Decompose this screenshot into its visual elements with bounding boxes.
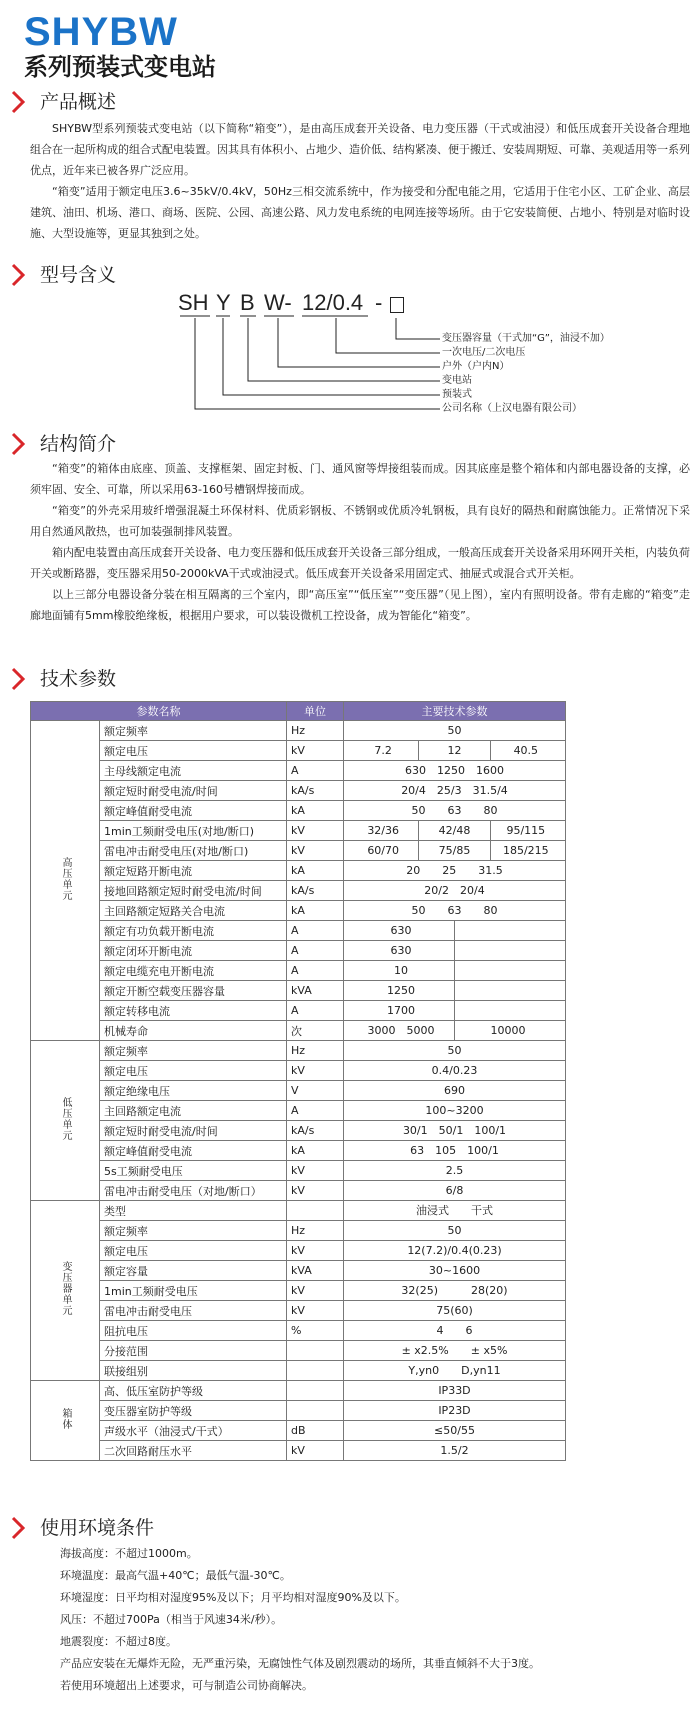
param-name-cell: 额定开断空载变压器容量: [100, 981, 287, 1001]
param-name-cell: 额定绝缘电压: [100, 1081, 287, 1101]
param-value: 1.5/2: [440, 1444, 469, 1457]
param-value: 75(60): [436, 1304, 473, 1317]
model-code-part: SH: [178, 290, 209, 315]
param-value-cell: [344, 821, 566, 841]
param-value-cell: [344, 861, 566, 881]
table-row: [31, 861, 566, 881]
param-value: 63 105 100/1: [410, 1144, 499, 1157]
param-value-cell: [344, 1181, 566, 1201]
param-name-cell: 阻抗电压: [100, 1321, 287, 1341]
param-unit-cell: dB: [287, 1421, 344, 1441]
env-line: 地震裂度：不超过8度。: [60, 1635, 177, 1648]
section-tech-heading: [10, 666, 116, 692]
model-label: 变压器容量（干式加“G”，油浸不加）: [442, 333, 610, 344]
param-value: 30/1 50/1 100/1: [402, 1124, 507, 1137]
param-value: Y,yn0 D,yn11: [408, 1364, 501, 1377]
param-unit-cell: kA/s: [287, 1121, 344, 1141]
param-value: [454, 921, 561, 940]
param-value: 20 25 31.5: [406, 864, 503, 877]
param-value: 20/2 20/4: [424, 884, 485, 897]
param-unit-cell: A: [287, 1101, 344, 1121]
environment-list: [60, 1543, 580, 1697]
table-row: [31, 1101, 566, 1121]
param-value-cell: [344, 1261, 566, 1281]
table-row: [31, 1201, 566, 1221]
param-name-cell: 额定电压: [100, 1061, 287, 1081]
param-unit-cell: kVA: [287, 981, 344, 1001]
table-row: [31, 1241, 566, 1261]
table-row: [31, 1381, 566, 1401]
group-label: [31, 721, 100, 1041]
table-row: [31, 1001, 566, 1021]
param-unit-cell: A: [287, 761, 344, 781]
model-code-part: Y: [216, 290, 231, 315]
table-row: [31, 1261, 566, 1281]
group-label-text: 变压器单元: [60, 1261, 71, 1316]
section-structure-heading: [10, 431, 116, 457]
table-row: [31, 1121, 566, 1141]
table-row: [31, 921, 566, 941]
param-value: 4 6: [436, 1324, 473, 1337]
table-row: [31, 1421, 566, 1441]
param-value: 95/115: [490, 821, 561, 840]
param-value: 10000: [454, 1021, 561, 1040]
table-header-cell: 单位: [287, 702, 344, 721]
param-unit-cell: kA: [287, 801, 344, 821]
param-unit-cell: kA/s: [287, 881, 344, 901]
param-value: 30~1600: [428, 1264, 481, 1277]
param-value-cell: [344, 921, 566, 941]
param-unit-cell: kV: [287, 1161, 344, 1181]
param-value: 6/8: [445, 1184, 464, 1197]
section-environment-heading: [10, 1515, 154, 1541]
param-value-cell: [344, 1241, 566, 1261]
paragraph: “箱变”的箱体由底座、顶盖、支撑框架、固定封板、门、通风窗等焊接组装而成。因其底座是整个箱体和内部电器设备的支撑，必须牢固、安全、可靠，所以采用63-160号槽钢焊接而成。: [30, 462, 690, 496]
param-name-cell: 变压器室防护等级: [100, 1401, 287, 1421]
env-line: 产品应安装在无爆炸无险，无严重污染，无腐蚀性气体及剧烈震动的场所，其垂直倾斜不大于3度。: [60, 1657, 540, 1670]
param-value: 42/48: [418, 821, 489, 840]
table-row: [31, 761, 566, 781]
model-connector-lines: [0, 0, 700, 420]
param-value: [454, 941, 561, 960]
paragraph: “箱变”适用于额定电压3.6~35kV/0.4kV，50Hz三相交流系统中，作为接受和分配电能之用，它适用于住宅小区、工矿企业、高层建筑、油田、机场、港口、商场、医院、公园、高速公路、风力发电系统的电网连接等场所。由于它安装简便、占地小、特别是对临时设施、大型设施等，更显其独到之处。: [30, 185, 690, 240]
group-label: [31, 1041, 100, 1201]
param-name-cell: 额定频率: [100, 1041, 287, 1061]
table-row: [31, 1161, 566, 1181]
param-value-cell: [344, 1361, 566, 1381]
param-value-cell: [344, 741, 566, 761]
param-value-cell: [344, 1321, 566, 1341]
group-label: [31, 1381, 100, 1461]
section-title: 技术参数: [40, 668, 117, 690]
param-value-cell: [344, 1081, 566, 1101]
table-row: [31, 721, 566, 741]
table-row: [31, 941, 566, 961]
table-row: [31, 901, 566, 921]
param-value: 1700: [387, 1004, 415, 1017]
param-value: IP23D: [438, 1404, 471, 1417]
param-value-cell: [344, 1341, 566, 1361]
group-label: [31, 1201, 100, 1381]
param-value: 50 63 80: [411, 904, 498, 917]
param-value: ± x2.5% ± x5%: [401, 1344, 508, 1357]
param-unit-cell: A: [287, 941, 344, 961]
model-code-part: 12/0.4: [302, 290, 364, 315]
env-line: 环境温度：最高气温+40℃；最低气温-30℃。: [60, 1569, 291, 1582]
param-unit-cell: Hz: [287, 721, 344, 741]
param-value-cell: [344, 1221, 566, 1241]
param-value-cell: [344, 781, 566, 801]
param-value: 10: [394, 964, 408, 977]
param-value-cell: [344, 981, 566, 1001]
param-value: 50: [447, 1044, 462, 1057]
param-value-cell: [344, 1021, 566, 1041]
model-code-part: -: [375, 290, 383, 315]
group-label-text: 高压单元: [60, 856, 71, 901]
param-value: [454, 981, 561, 1000]
table-row: [31, 1221, 566, 1241]
structure-text: [30, 458, 690, 626]
param-value-cell: [344, 1301, 566, 1321]
param-value-cell: [344, 1161, 566, 1181]
model-code-part: B: [240, 290, 255, 315]
brand-logo: SHYBW: [24, 10, 178, 54]
param-name-cell: 额定电压: [100, 1241, 287, 1261]
param-value-cell: [344, 881, 566, 901]
param-unit-cell: kV: [287, 841, 344, 861]
param-name-cell: 联接组别: [100, 1361, 287, 1381]
chevron-right-icon: [10, 431, 26, 457]
param-value: [454, 961, 561, 980]
param-name-cell: 额定有功负载开断电流: [100, 921, 287, 941]
param-value: 32(25) 28(20): [401, 1284, 508, 1297]
param-unit-cell: kVA: [287, 1261, 344, 1281]
table-row: [31, 981, 566, 1001]
param-value-cell: [344, 1061, 566, 1081]
param-name-cell: 类型: [100, 1201, 287, 1221]
table-header-cell: 参数名称: [31, 702, 287, 721]
param-value-cell: [344, 1281, 566, 1301]
param-value: 12(7.2)/0.4(0.23): [407, 1244, 502, 1257]
model-label: 预装式: [442, 389, 472, 400]
param-unit-cell: [287, 1341, 344, 1361]
page-subtitle: 系列预装式变电站: [24, 53, 216, 81]
model-label: 一次电压/二次电压: [442, 347, 526, 358]
param-value: 12: [418, 741, 489, 760]
param-unit-cell: A: [287, 921, 344, 941]
table-row: [31, 961, 566, 981]
param-value-cell: [344, 1201, 566, 1221]
param-value: 2.5: [445, 1164, 464, 1177]
model-label: 公司名称（上汉电器有限公司）: [442, 403, 582, 414]
group-label-text: 箱体: [60, 1407, 71, 1430]
table-row: [31, 1441, 566, 1461]
paragraph: 以上三部分电器设备分装在相互隔离的三个室内，即“高压室”“低压室”“变压器”（见上图），室内有照明设备。带有走廊的“箱变”走廊地面铺有5mm橡胶绝缘板，根据用户要求，可以装设微机工控设备，成为智能化“箱变”。: [30, 588, 690, 622]
table-row: [31, 1321, 566, 1341]
param-value-cell: [344, 1121, 566, 1141]
param-value: 60/70: [367, 844, 400, 857]
section-title: 结构简介: [40, 433, 117, 455]
table-row: [31, 1181, 566, 1201]
table-row: [31, 741, 566, 761]
param-name-cell: 主回路额定短路关合电流: [100, 901, 287, 921]
param-unit-cell: kA: [287, 1141, 344, 1161]
chevron-right-icon: [10, 1515, 26, 1541]
param-name-cell: 1min工频耐受电压(对地/断口): [100, 821, 287, 841]
tech-params-table: [30, 701, 566, 1461]
param-name-cell: 1min工频耐受电压: [100, 1281, 287, 1301]
table-row: [31, 1041, 566, 1061]
param-value: 630: [390, 924, 412, 937]
param-unit-cell: 次: [287, 1021, 344, 1041]
param-value-cell: [344, 1101, 566, 1121]
group-label-text: 低压单元: [60, 1096, 71, 1141]
param-value: 50: [447, 724, 462, 737]
param-value-cell: [344, 1441, 566, 1461]
param-unit-cell: kA: [287, 861, 344, 881]
param-unit-cell: kV: [287, 1181, 344, 1201]
param-name-cell: 额定转移电流: [100, 1001, 287, 1021]
param-name-cell: 二次回路耐压水平: [100, 1441, 287, 1461]
table-row: [31, 1021, 566, 1041]
param-value-cell: [344, 961, 566, 981]
paragraph: “箱变”的外壳采用玻纤增强混凝土环保材料、优质彩钢板、不锈钢或优质冷轧钢板，具有良好的隔热和耐腐蚀能力。正常情况下采用自然通风散热，也可加装强制排风装置。: [30, 504, 690, 538]
param-unit-cell: [287, 1361, 344, 1381]
param-value: 3000 5000: [367, 1024, 435, 1037]
param-value-cell: [344, 761, 566, 781]
param-name-cell: 额定短时耐受电流/时间: [100, 1121, 287, 1141]
env-line: 海拔高度：不超过1000m。: [60, 1547, 198, 1560]
section-title: 产品概述: [40, 91, 117, 113]
param-value: 50: [447, 1224, 462, 1237]
param-value-cell: [344, 1141, 566, 1161]
param-value-cell: [344, 1401, 566, 1421]
param-unit-cell: [287, 1381, 344, 1401]
table-row: [31, 781, 566, 801]
param-value-cell: [344, 841, 566, 861]
param-name-cell: 额定短路开断电流: [100, 861, 287, 881]
table-header-cell: 主要技术参数: [344, 702, 566, 721]
param-value-cell: [344, 901, 566, 921]
param-name-cell: 额定频率: [100, 721, 287, 741]
param-unit-cell: kA: [287, 901, 344, 921]
param-name-cell: 额定短时耐受电流/时间: [100, 781, 287, 801]
table-row: [31, 1341, 566, 1361]
param-unit-cell: %: [287, 1321, 344, 1341]
table-row: [31, 1141, 566, 1161]
paragraph: SHYBW型系列预装式变电站（以下简称“箱变”），是由高压成套开关设备、电力变压器（干式或油浸）和低压成套开关设备合理地组合在一起所构成的组合式配电装置。因其具有体积小、占地少、造价低、结构紧凑、便于搬迁、安装周期短、可靠、美观适用等一系列优点，近年来已被各界广泛应用。: [30, 122, 690, 177]
model-code-part: W-: [264, 290, 292, 315]
param-name-cell: 分接范围: [100, 1341, 287, 1361]
param-value-cell: [344, 1421, 566, 1441]
table-row: [31, 1281, 566, 1301]
param-unit-cell: A: [287, 961, 344, 981]
table-row: [31, 1361, 566, 1381]
param-name-cell: 额定频率: [100, 1221, 287, 1241]
table-row: [31, 1301, 566, 1321]
model-label: 户外（户内N）: [442, 361, 510, 372]
table-row: [31, 1081, 566, 1101]
env-line: 风压：不超过700Pa（相当于风速34米/秒）。: [60, 1613, 283, 1626]
table-row: [31, 801, 566, 821]
table-header-row: [31, 702, 566, 721]
param-value: [454, 1001, 561, 1020]
param-name-cell: 雷电冲击耐受电压（对地/断口）: [100, 1181, 287, 1201]
param-value-cell: [344, 941, 566, 961]
param-value: 32/36: [367, 824, 400, 837]
env-line: 环境湿度：日平均相对湿度95%及以下；月平均相对湿度90%及以下。: [60, 1591, 406, 1604]
param-unit-cell: kV: [287, 821, 344, 841]
param-value: 75/85: [418, 841, 489, 860]
param-value: 185/215: [490, 841, 561, 860]
param-name-cell: 主母线额定电流: [100, 761, 287, 781]
section-title: 型号含义: [40, 264, 117, 286]
param-unit-cell: kV: [287, 1241, 344, 1261]
table-row: [31, 1061, 566, 1081]
param-unit-cell: kA/s: [287, 781, 344, 801]
param-value-cell: [344, 1001, 566, 1021]
param-value-cell: [344, 721, 566, 741]
param-value: ≤50/55: [434, 1424, 475, 1437]
param-value-cell: [344, 1381, 566, 1401]
section-title: 使用环境条件: [40, 1517, 155, 1539]
model-label: 变电站: [442, 375, 472, 386]
param-unit-cell: kV: [287, 1281, 344, 1301]
param-value: IP33D: [438, 1384, 471, 1397]
param-value-cell: [344, 801, 566, 821]
param-value: 630 1250 1600: [405, 764, 504, 777]
paragraph: 箱内配电装置由高压成套开关设备、电力变压器和低压成套开关设备三部分组成，一般高压成套开关设备采用环网开关柜，内装负荷开关或断路器，变压器采用50-2000kVA干式或油浸式。低压成套开关设备采用固定式、抽屉式或混合式开关柜。: [30, 546, 690, 580]
table-row: [31, 821, 566, 841]
param-unit-cell: [287, 1401, 344, 1421]
env-line: 若使用环境超出上述要求，可与制造公司协商解决。: [60, 1679, 313, 1692]
param-value: 油浸式 干式: [416, 1204, 493, 1217]
param-name-cell: 额定峰值耐受电流: [100, 801, 287, 821]
param-value: 40.5: [490, 741, 561, 760]
param-name-cell: 声级水平（油浸式/干式）: [100, 1421, 287, 1441]
param-value: 100~3200: [425, 1104, 484, 1117]
param-unit-cell: kV: [287, 1441, 344, 1461]
param-unit-cell: kV: [287, 1301, 344, 1321]
param-unit-cell: A: [287, 1001, 344, 1021]
param-name-cell: 额定闭环开断电流: [100, 941, 287, 961]
param-name-cell: 雷电冲击耐受电压(对地/断口): [100, 841, 287, 861]
param-value: 1250: [387, 984, 415, 997]
param-value: 50 63 80: [411, 804, 498, 817]
param-value: 7.2: [374, 744, 392, 757]
param-name-cell: 高、低压室防护等级: [100, 1381, 287, 1401]
param-unit-cell: [287, 1201, 344, 1221]
param-unit-cell: kV: [287, 741, 344, 761]
param-name-cell: 额定容量: [100, 1261, 287, 1281]
table-row: [31, 881, 566, 901]
param-name-cell: 机械寿命: [100, 1021, 287, 1041]
param-name-cell: 主回路额定电流: [100, 1101, 287, 1121]
param-name-cell: 额定峰值耐受电流: [100, 1141, 287, 1161]
param-value-cell: [344, 1041, 566, 1061]
chevron-right-icon: [10, 666, 26, 692]
param-value: 690: [444, 1084, 465, 1097]
param-name-cell: 5s工频耐受电压: [100, 1161, 287, 1181]
param-name-cell: 额定电缆充电开断电流: [100, 961, 287, 981]
param-unit-cell: kV: [287, 1061, 344, 1081]
param-unit-cell: Hz: [287, 1041, 344, 1061]
table-row: [31, 1401, 566, 1421]
param-name-cell: 雷电冲击耐受电压: [100, 1301, 287, 1321]
param-name-cell: 接地回路额定短时耐受电流/时间: [100, 881, 287, 901]
table-row: [31, 841, 566, 861]
param-value: 20/4 25/3 31.5/4: [401, 784, 508, 797]
param-unit-cell: Hz: [287, 1221, 344, 1241]
param-value: 0.4/0.23: [431, 1064, 478, 1077]
param-name-cell: 额定电压: [100, 741, 287, 761]
param-value: 630: [390, 944, 412, 957]
param-unit-cell: V: [287, 1081, 344, 1101]
